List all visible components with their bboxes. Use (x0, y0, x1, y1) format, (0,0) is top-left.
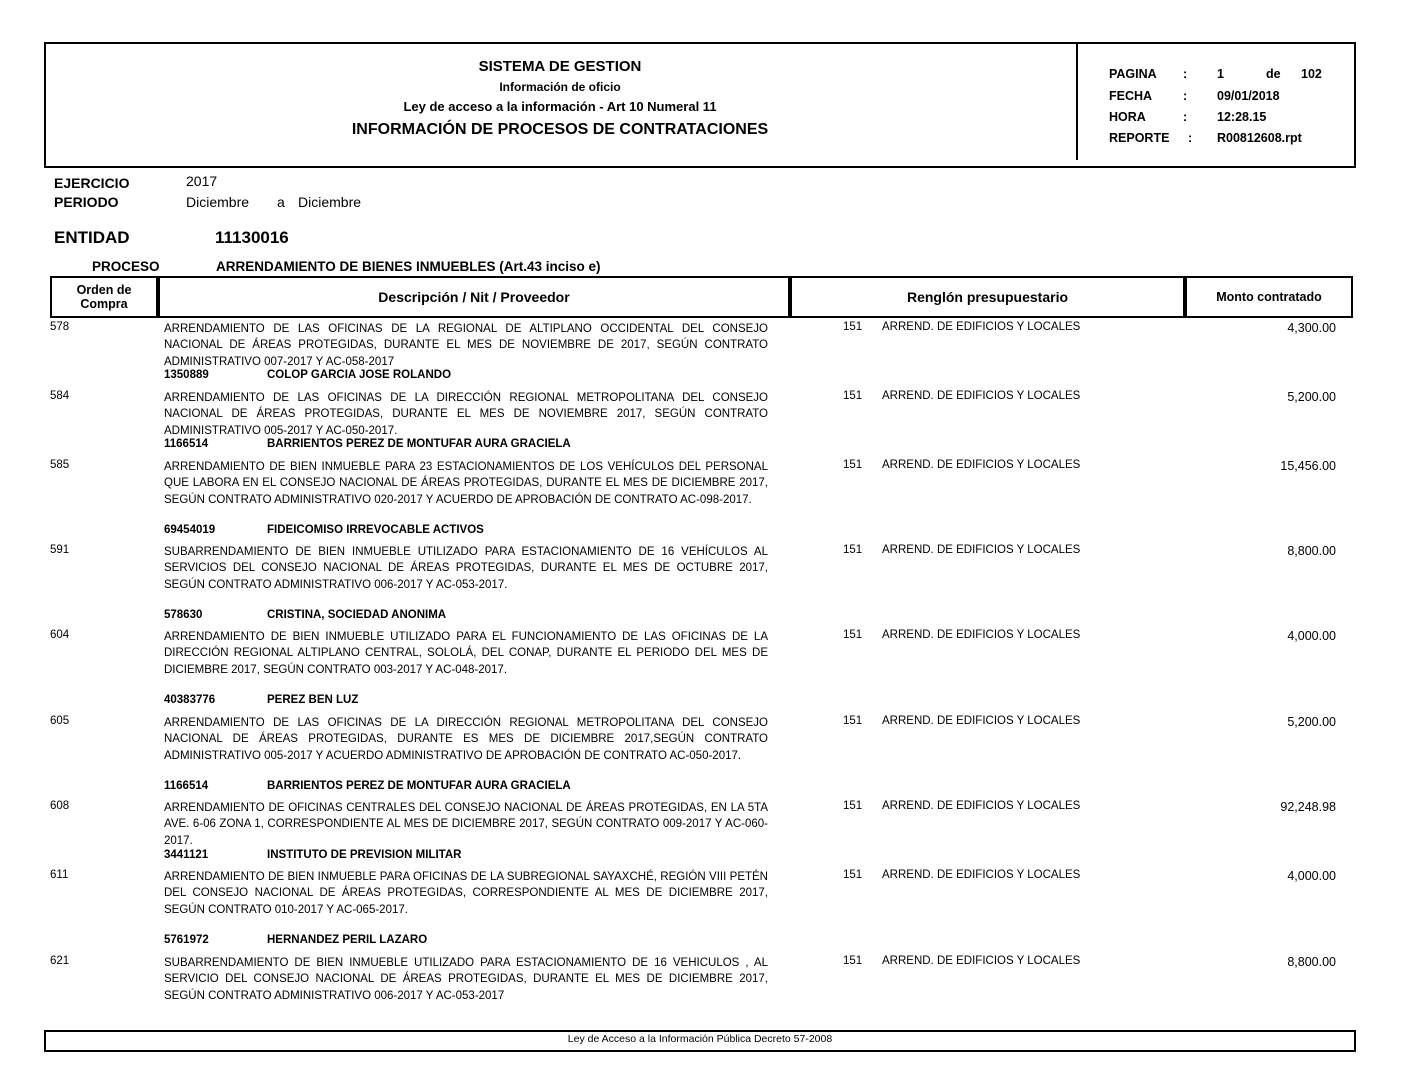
provider-name: HERNANDEZ PERIL LAZARO (267, 934, 428, 946)
footer-text: Ley de Acceso a la Información Pública Decreto 57-2008 (567, 1033, 833, 1045)
monto-contratado: 4,000.00 (1287, 869, 1336, 883)
provider-nit: 3441121 (164, 849, 209, 861)
renglon-desc: ARREND. DE EDIFICIOS Y LOCALES (882, 459, 1081, 471)
provider-name: BARRIENTOS PEREZ DE MONTUFAR AURA GRACIELA (267, 780, 571, 792)
provider-nit: 1166514 (164, 438, 209, 450)
renglon-desc: ARREND. DE EDIFICIOS Y LOCALES (882, 390, 1081, 402)
meta-value-time: 12:28.15 (1217, 110, 1267, 124)
provider-name: BARRIENTOS PEREZ DE MONTUFAR AURA GRACIELA (267, 438, 571, 450)
provider-name: COLOP GARCIA JOSE ROLANDO (267, 369, 452, 381)
meta-colon: : (1183, 89, 1188, 103)
provider-name: PEREZ BEN LUZ (267, 694, 359, 706)
header-divider (1076, 44, 1078, 160)
ejercicio-label: EJERCICIO (54, 175, 130, 191)
monto-contratado: 92,248.98 (1280, 800, 1336, 814)
row-description: ARRENDAMIENTO DE OFICINAS CENTRALES DEL CONSEJO NACIONAL DE ÁREAS PROTEGIDAS, EN LA 5TA AVE. 6-06 ZONA 1, CORRESPONDIENTE AL MES DE DICIEMBRE 2017, SEGÚN CONTRATO 009-2017 Y AC-060-2017. (164, 802, 768, 847)
row-description: SUBARRENDAMIENTO DE BIEN INMUEBLE UTILIZADO PARA ESTACIONAMIENTO DE 16 VEHICULOS , AL SERVICIO DEL CONSEJO NACIONAL DE ÁREAS PROTEGIDAS, DURANTE EL MES DE DICIEMBRE 2017, SEGÚN CONTRATO ADMINISTRATIVO 006-2017 Y AC-053-2017 (164, 957, 768, 1002)
meta-label-report: REPORTE (1109, 131, 1170, 145)
renglon-code: 151 (843, 459, 863, 471)
row-description: ARRENDAMIENTO DE BIEN INMUEBLE UTILIZADO PARA EL FUNCIONAMIENTO DE LAS OFICINAS DE LA DIRECCIÓN REGIONAL ALTIPLANO CENTRAL, SOLOLÁ, DEL CONAP, DURANTE EL PERIODO DEL MES DE DICIEMBRE 2017, SEGÚN CONTRATO 003-2017 Y AC-048-2017. (164, 631, 768, 676)
orden-compra: 584 (50, 390, 70, 402)
orden-compra: 585 (50, 459, 70, 471)
meta-colon: : (1183, 67, 1188, 81)
monto-contratado: 5,200.00 (1287, 390, 1336, 404)
law-reference: Ley de acceso a la información - Art 10 Numeral 11 (403, 99, 717, 114)
monto-contratado: 4,000.00 (1287, 629, 1336, 643)
renglon-code: 151 (843, 800, 863, 812)
system-title: SISTEMA DE GESTION (478, 58, 642, 75)
ejercicio-value: 2017 (186, 173, 218, 189)
renglon-code: 151 (843, 321, 863, 333)
row-description: ARRENDAMIENTO DE LAS OFICINAS DE LA DIRECCIÓN REGIONAL METROPOLITANA DEL CONSEJO NACIONAL DE ÁREAS PROTEGIDAS, DURANTE EL MES DE NOVIEMBRE 2017, SEGÚN CONTRATO ADMINISTRATIVO 005-2017 Y AC-050-2017. (164, 392, 768, 437)
renglon-code: 151 (843, 955, 863, 967)
orden-compra: 591 (50, 544, 70, 556)
renglon-code: 151 (843, 715, 863, 727)
provider-name: FIDEICOMISO IRREVOCABLE ACTIVOS (267, 524, 484, 536)
proceso-value: ARRENDAMIENTO DE BIENES INMUEBLES (Art.43 inciso e) (216, 259, 601, 274)
provider-name: CRISTINA, SOCIEDAD ANONIMA (267, 609, 447, 621)
periodo-label: PERIODO (54, 194, 119, 210)
provider-name: INSTITUTO DE PREVISION MILITAR (267, 849, 462, 861)
orden-compra: 604 (50, 629, 70, 641)
column-header-descripcion: Descripción / Nit / Proveedor (158, 276, 790, 318)
provider-nit: 578630 (164, 609, 203, 621)
monto-contratado: 5,200.00 (1287, 715, 1336, 729)
renglon-desc: ARREND. DE EDIFICIOS Y LOCALES (882, 715, 1081, 727)
row-description: ARRENDAMIENTO DE BIEN INMUEBLE PARA 23 ESTACIONAMIENTOS DE LOS VEHÍCULOS DEL PERSONAL QUE LABORA EN EL CONSEJO NACIONAL DE ÁREAS PROTEGIDAS, DURANTE EL MES DE DICIEMBRE 2017, SEGÚN CONTRATO ADMINISTRATIVO 020-2017 Y ACUERDO DE APROBACIÓN DE CONTRATO AC-098-2017. (164, 461, 768, 506)
entidad-value: 11130016 (215, 228, 289, 247)
column-header-orden: Orden de Compra (50, 276, 158, 318)
renglon-desc: ARREND. DE EDIFICIOS Y LOCALES (882, 800, 1081, 812)
row-description: ARRENDAMIENTO DE BIEN INMUEBLE PARA OFICINAS DE LA SUBREGIONAL SAYAXCHÉ, REGIÓN VIII PETÉN DEL CONSEJO NACIONAL DE ÁREAS PROTEGIDAS, CORRESPONDIENTE AL MES DE DICIEMBRE 2017, SEGÚN CONTRATO 010-2017 Y AC-065-2017. (164, 871, 768, 916)
monto-contratado: 8,800.00 (1287, 544, 1336, 558)
renglon-desc: ARREND. DE EDIFICIOS Y LOCALES (882, 869, 1081, 881)
renglon-code: 151 (843, 629, 863, 641)
periodo-from: Diciembre (186, 194, 250, 210)
meta-page-total: 102 (1301, 67, 1322, 81)
orden-compra: 608 (50, 800, 70, 812)
meta-label-page: PAGINA (1109, 67, 1157, 81)
renglon-desc: ARREND. DE EDIFICIOS Y LOCALES (882, 544, 1081, 556)
provider-nit: 1350889 (164, 369, 209, 381)
meta-label-date: FECHA (1109, 89, 1153, 103)
header-subtitle: Información de oficio (499, 80, 621, 94)
provider-nit: 69454019 (164, 524, 216, 536)
meta-page-de: de (1266, 67, 1281, 81)
monto-contratado: 4,300.00 (1287, 321, 1336, 335)
meta-label-time: HORA (1109, 110, 1146, 124)
entidad-label: ENTIDAD (54, 228, 130, 247)
meta-value-date: 09/01/2018 (1217, 89, 1280, 103)
periodo-connector: a (277, 194, 285, 210)
orden-compra: 621 (50, 955, 70, 967)
provider-nit: 40383776 (164, 694, 216, 706)
monto-contratado: 8,800.00 (1287, 955, 1336, 969)
meta-value-report: R00812608.rpt (1217, 131, 1302, 145)
proceso-label: PROCESO (92, 259, 160, 274)
renglon-desc: ARREND. DE EDIFICIOS Y LOCALES (882, 629, 1081, 641)
meta-value-page: 1 (1217, 67, 1224, 81)
meta-colon: : (1183, 110, 1188, 124)
renglon-desc: ARREND. DE EDIFICIOS Y LOCALES (882, 321, 1081, 333)
report-title: INFORMACIÓN DE PROCESOS DE CONTRATACIONES (351, 121, 769, 138)
renglon-code: 151 (843, 544, 863, 556)
row-description: ARRENDAMIENTO DE LAS OFICINAS DE LA DIRECCIÓN REGIONAL METROPOLITANA DEL CONSEJO NACIONAL DE ÁREAS PROTEGIDAS, DURANTE ES MES DE DICIEMBRE 2017,SEGÚN CONTRATO ADMINISTRATIVO 005-2017 Y ACUERDO ADMINISTRATIVO DE APROBACIÓN DE CONTRATO AC-050-2017. (164, 717, 768, 762)
provider-nit: 5761972 (164, 934, 209, 946)
column-header-monto: Monto contratado (1185, 276, 1353, 318)
renglon-code: 151 (843, 869, 863, 881)
column-header-renglon: Renglón presupuestario (790, 276, 1185, 318)
row-description: SUBARRENDAMIENTO DE BIEN INMUEBLE UTILIZADO PARA ESTACIONAMIENTO DE 16 VEHÍCULOS AL SERVICIOS DEL CONSEJO NACIONAL DE ÁREAS PROTEGIDAS, DURANTE EL MES DE OCTUBRE 2017, SEGÚN CONTRATO ADMINISTRATIVO 006-2017 Y AC-053-2017. (164, 546, 768, 591)
orden-compra: 605 (50, 715, 70, 727)
renglon-code: 151 (843, 390, 863, 402)
row-description: ARRENDAMIENTO DE LAS OFICINAS DE LA REGIONAL DE ALTIPLANO OCCIDENTAL DEL CONSEJO NACIONAL DE ÁREAS PROTEGIDAS, DURANTE EL MES DE NOVIEMBRE DE 2017, SEGÚN CONTRATO ADMINISTRATIVO 007-2017 Y AC-058-2017 (164, 323, 768, 368)
renglon-desc: ARREND. DE EDIFICIOS Y LOCALES (882, 955, 1081, 967)
provider-nit: 1166514 (164, 780, 209, 792)
orden-compra: 611 (50, 869, 69, 881)
orden-compra: 578 (50, 321, 70, 333)
periodo-to: Diciembre (298, 194, 362, 210)
meta-colon: : (1188, 131, 1193, 145)
monto-contratado: 15,456.00 (1280, 459, 1336, 473)
